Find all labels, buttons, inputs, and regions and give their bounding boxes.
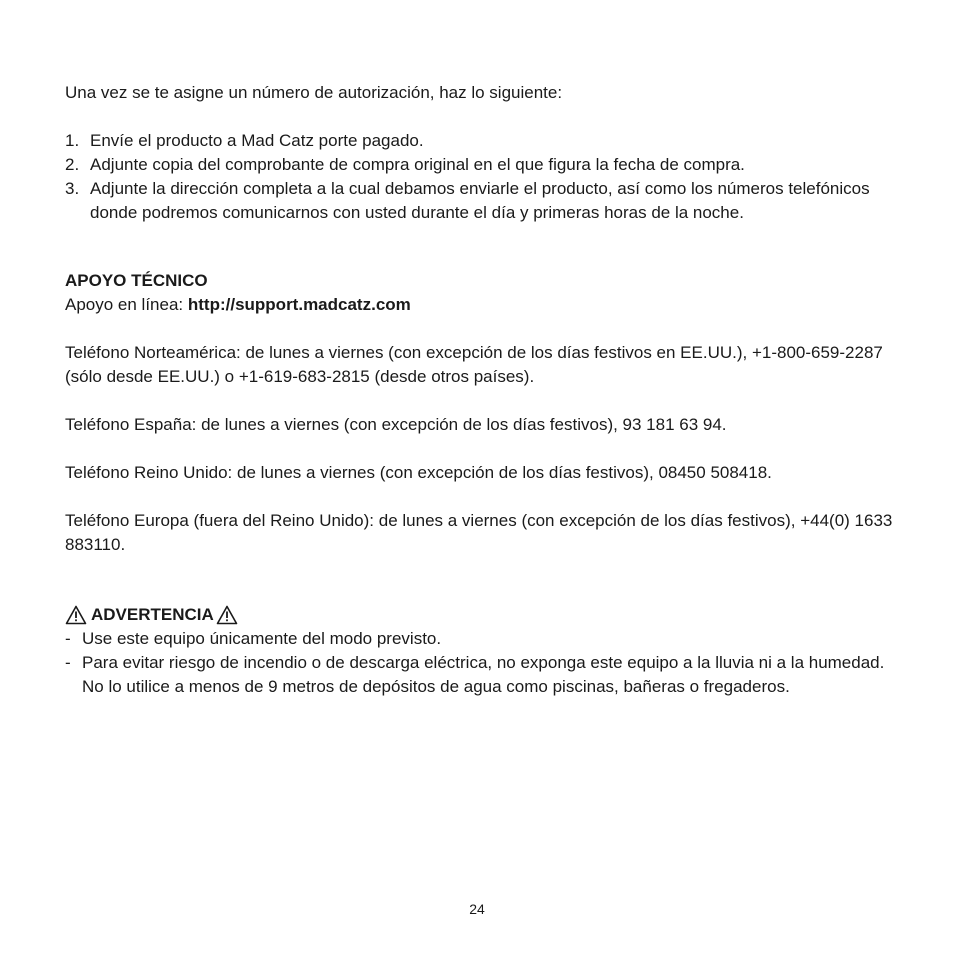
list-item [65, 627, 895, 651]
warning-triangle-icon [216, 605, 238, 625]
phone-uk: Teléfono Reino Unido: de lunes a viernes (con excepción de los días festivos), 08450 508418. [65, 463, 772, 482]
list-item [65, 651, 895, 699]
warning-triangle-icon [65, 605, 87, 625]
warning-dash: - [65, 653, 71, 672]
support-url-link[interactable]: http://support.madcatz.com [187, 295, 411, 314]
warning-dash: - [65, 629, 71, 648]
phone-spain: Teléfono España: de lunes a viernes (con excepción de los días festivos), 93 181 63 94. [65, 415, 727, 434]
support-online-label: Apoyo en línea: [65, 295, 188, 314]
steps-list [65, 129, 895, 225]
document-page [65, 81, 895, 699]
phone-europe: Teléfono Europa (fuera del Reino Unido): de lunes a viernes (con excepción de los días festivos), +44(0) 1633 883110. [65, 511, 893, 554]
step-text: Envíe el producto a Mad Catz porte pagado. [90, 131, 424, 150]
step-number: 2. [65, 155, 80, 174]
intro-text: Una vez se te asigne un número de autorización, haz lo siguiente: [65, 83, 563, 102]
support-online [65, 293, 895, 317]
page-number: 24 [469, 901, 485, 917]
warning-text: Para evitar riesgo de incendio o de descarga eléctrica, no exponga este equipo a la lluvia ni a la humedad. No lo utilice a menos de 9 metros de depósitos de agua como piscinas, bañeras o fregaderos. [82, 653, 885, 696]
list-item [65, 129, 895, 153]
warning-title-text: ADVERTENCIA [91, 605, 214, 624]
phone-north-america: Teléfono Norteamérica: de lunes a viernes (con excepción de los días festivos en EE.UU.), +1-800-659-2287 (sólo desde EE.UU.) o +1-619-683-2815 (desde otros países). [65, 343, 883, 386]
warning-list [65, 627, 895, 699]
step-text: Adjunte la dirección completa a la cual debamos enviarle el producto, así como los números telefónicos donde podremos comunicarnos con usted durante el día y primeras horas de la noche. [90, 179, 870, 222]
support-title: APOYO TÉCNICO [65, 271, 208, 290]
list-item [65, 153, 895, 177]
step-number: 3. [65, 179, 80, 198]
warning-text: Use este equipo únicamente del modo previsto. [82, 629, 442, 648]
step-text: Adjunte copia del comprobante de compra original en el que figura la fecha de compra. [90, 155, 745, 174]
list-item [65, 177, 895, 225]
step-number: 1. [65, 131, 80, 150]
warning-title [65, 603, 895, 627]
